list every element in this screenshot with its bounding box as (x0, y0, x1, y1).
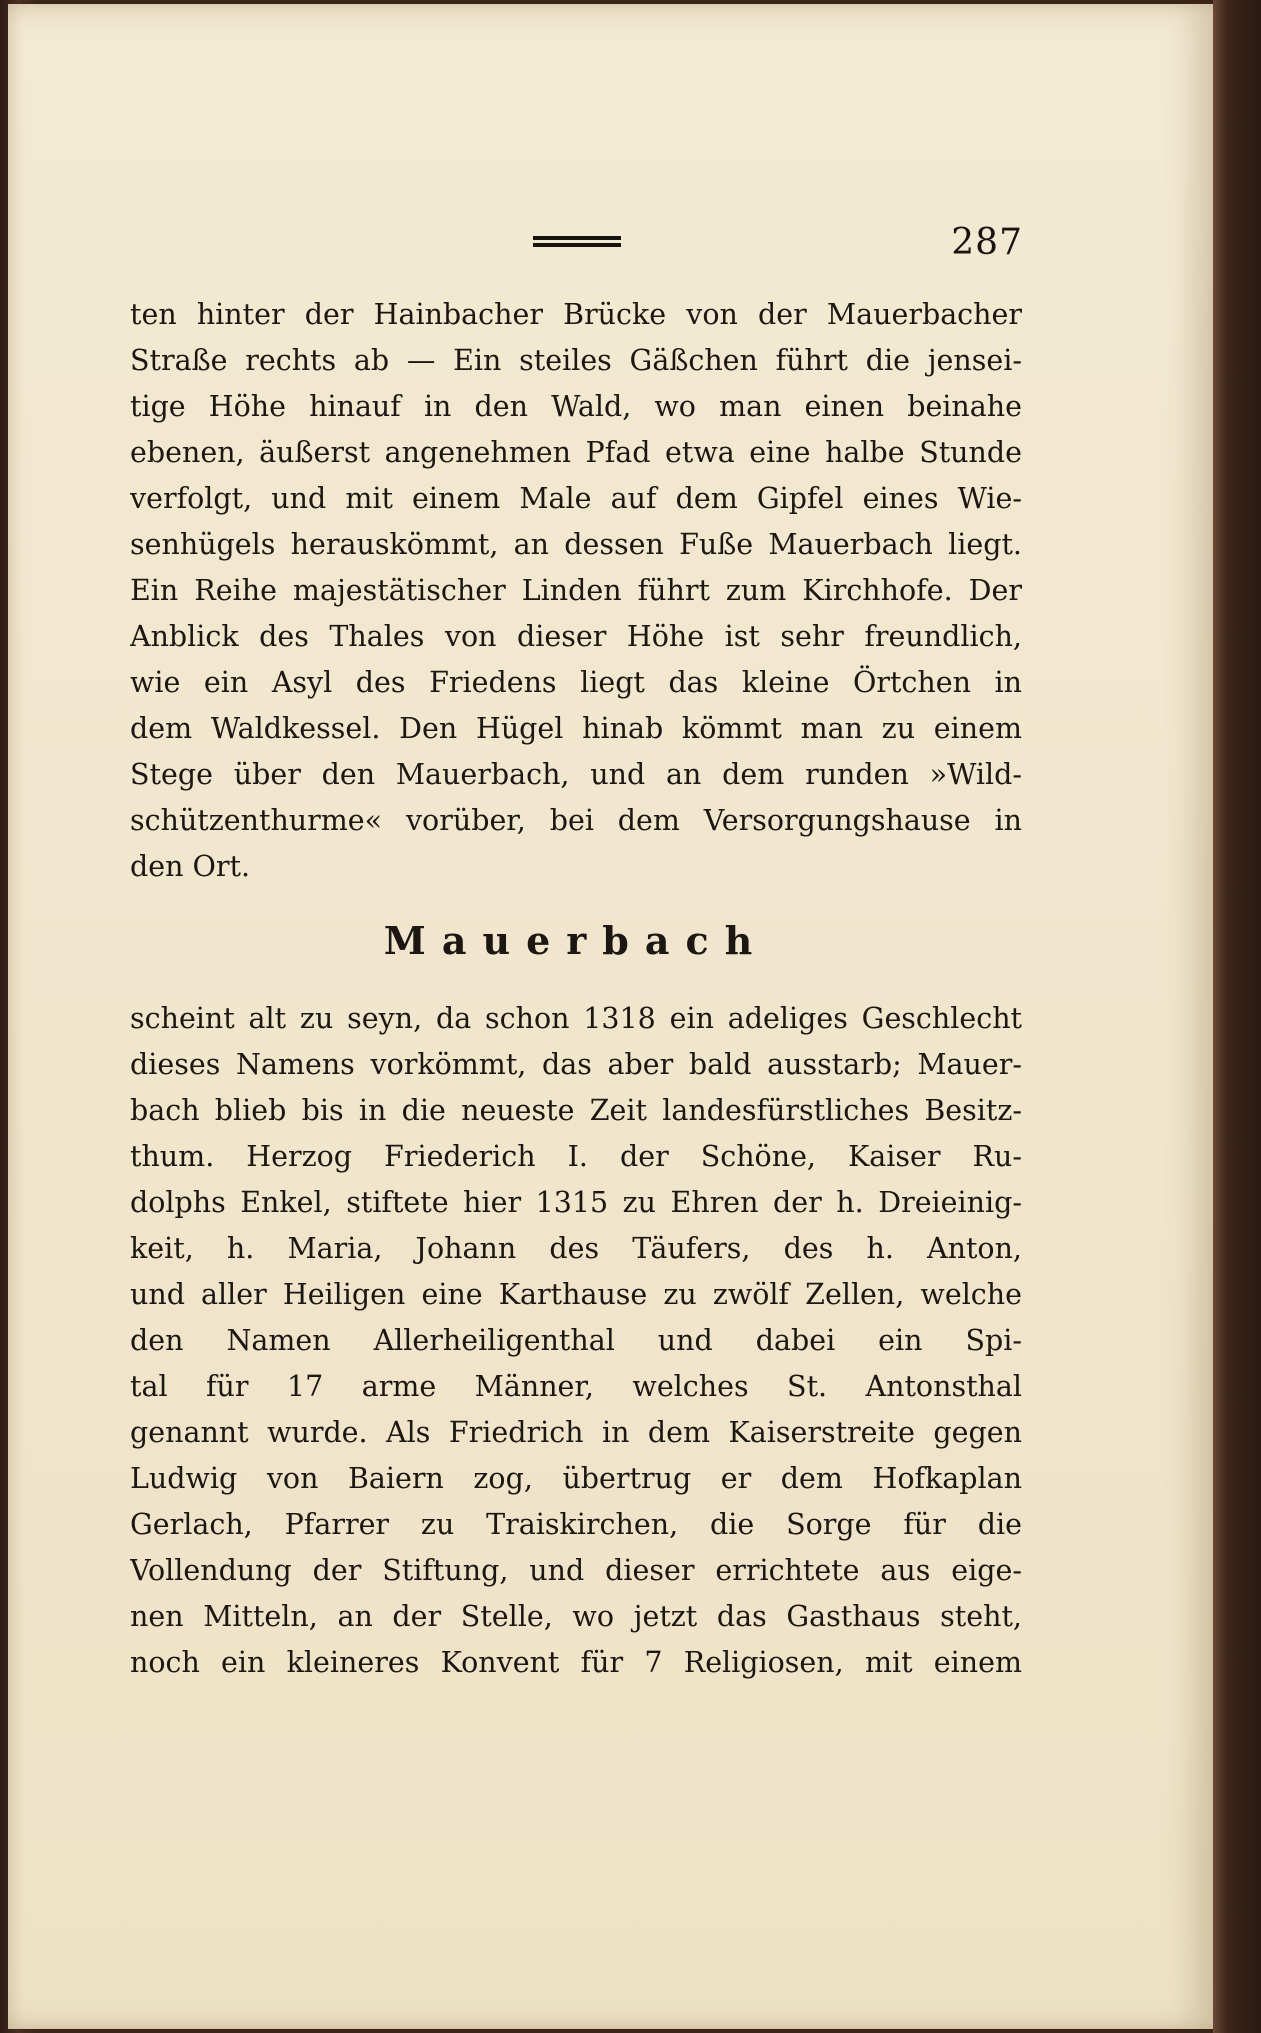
book-page (8, 4, 1213, 2029)
text-line: genannt wurde. Als Friedrich in dem Kaiserstreite gegen (130, 1416, 1022, 1449)
text-line: wie ein Asyl des Friedens liegt das kleine Örtchen in (130, 666, 1022, 699)
paragraph-1 (130, 292, 1022, 890)
text-line: Anblick des Thales von dieser Höhe ist sehr freundlich, (130, 620, 1022, 653)
text-line: scheint alt zu seyn, da schon 1318 ein adeliges Geschlecht (130, 1002, 1022, 1035)
text-line: senhügels herauskömmt, an dessen Fuße Mauerbach liegt. (130, 528, 1022, 561)
text-line: den Namen Allerheiligenthal und dabei ein Spi- (130, 1324, 1022, 1357)
text-line: tal für 17 arme Männer, welches St. Antonsthal (130, 1370, 1022, 1403)
text-line: Straße rechts ab — Ein steiles Gäßchen führt die jensei- (130, 344, 1022, 377)
header-rule (533, 236, 621, 248)
page-number: 287 (951, 222, 1023, 263)
text-line: ten hinter der Hainbacher Brücke von der Mauerbacher (130, 298, 1022, 331)
section-heading: Mauerbach (383, 918, 769, 963)
text-line: keit, h. Maria, Johann des Täufers, des h. Anton, (130, 1232, 1022, 1265)
header-rule-bar (533, 243, 621, 247)
text-line: thum. Herzog Friederich I. der Schöne, Kaiser Ru- (130, 1140, 1022, 1173)
paragraph-2 (130, 996, 1022, 1686)
text-line: Ludwig von Baiern zog, übertrug er dem Hofkaplan (130, 1462, 1022, 1495)
text-line: dem Waldkessel. Den Hügel hinab kömmt man zu einem (130, 712, 1022, 745)
page-edge-shadow (1213, 0, 1261, 2033)
text-line: Gerlach, Pfarrer zu Traiskirchen, die Sorge für die (130, 1508, 1022, 1541)
text-line: dolphs Enkel, stiftete hier 1315 zu Ehren der h. Dreieinig- (130, 1186, 1022, 1219)
text-line: verfolgt, und mit einem Male auf dem Gipfel eines Wie- (130, 482, 1022, 515)
header-rule-bar (533, 236, 621, 240)
text-line: nen Mitteln, an der Stelle, wo jetzt das Gasthaus steht, (130, 1600, 1022, 1633)
text-line: ebenen, äußerst angenehmen Pfad etwa eine halbe Stunde (130, 436, 1022, 469)
text-line: dieses Namens vorkömmt, das aber bald ausstarb; Mauer- (130, 1048, 1022, 1081)
text-line: bach blieb bis in die neueste Zeit landesfürstliches Besitz- (130, 1094, 1022, 1127)
text-line: tige Höhe hinauf in den Wald, wo man einen beinahe (130, 390, 1022, 423)
body-text (130, 292, 1022, 1686)
text-line: und aller Heiligen eine Karthause zu zwölf Zellen, welche (130, 1278, 1022, 1311)
text-line: noch ein kleineres Konvent für 7 Religiosen, mit einem (130, 1646, 1022, 1679)
text-line: den Ort. (130, 850, 251, 883)
text-line: Vollendung der Stiftung, und dieser errichtete aus eige- (130, 1554, 1022, 1587)
text-line: Stege über den Mauerbach, und an dem runden »Wild- (130, 758, 1022, 791)
text-line: schützenthurme« vorüber, bei dem Versorgungshause in (130, 804, 1022, 837)
text-line: Ein Reihe majestätischer Linden führt zum Kirchhofe. Der (130, 574, 1022, 607)
page-header (133, 222, 1023, 270)
